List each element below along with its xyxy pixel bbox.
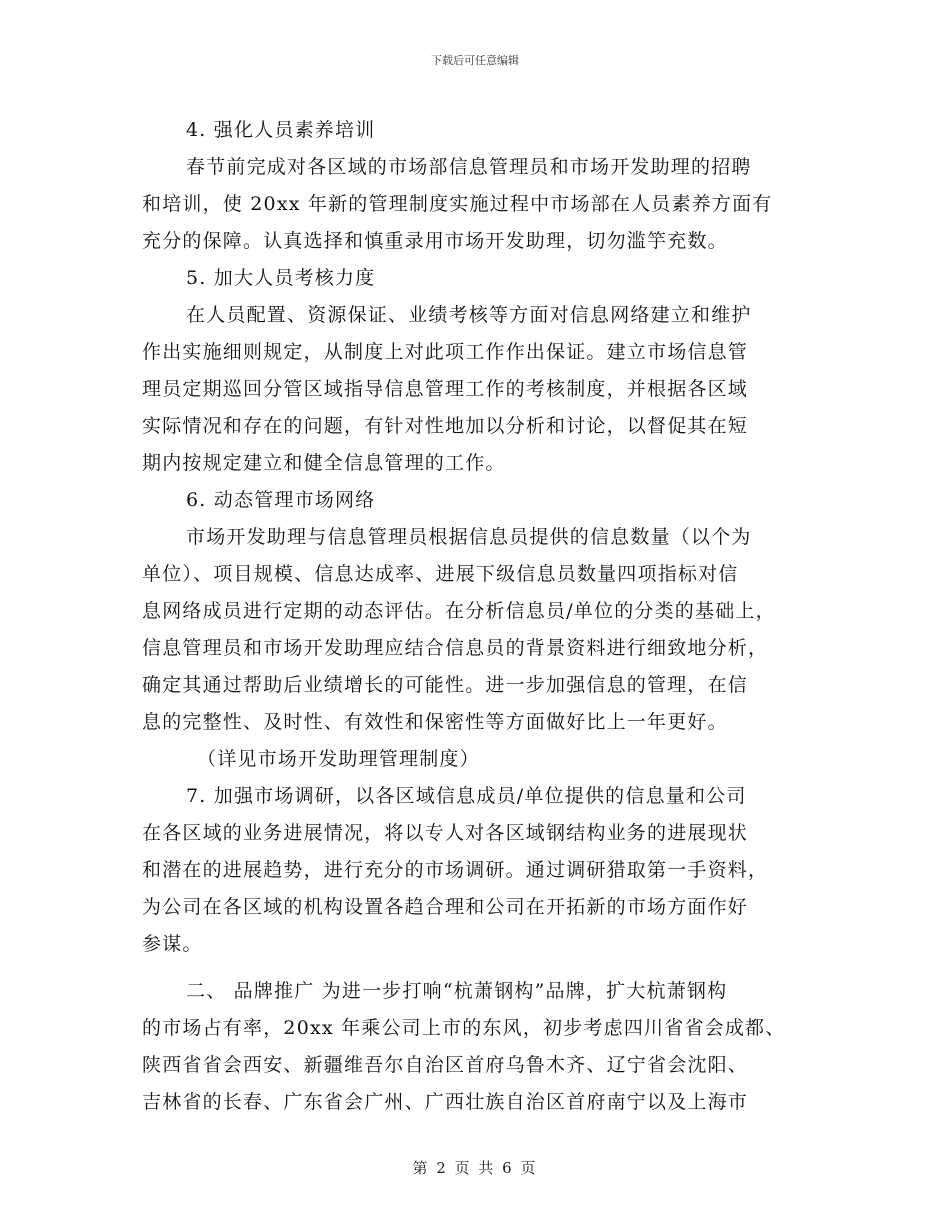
section-heading: 6. 动态管理市场网络 [186,489,376,511]
paragraph-line: 理员定期巡回分管区域指导信息管理工作的考核制度，并根据各区域 [142,378,749,400]
paragraph-line: 为公司在各区域的机构设置各趋合理和公司在开拓新的市场方面作好 [142,896,749,918]
paragraph-line: 确定其通过帮助后业绩增长的可能性。进一步加强信息的管理，在信 [142,674,749,696]
paragraph-line: 的市场占有率，20xx 年乘公司上市的东风，初步考虑四川省省会成都、 [142,1017,786,1039]
section-heading: 5. 加大人员考核力度 [186,267,376,289]
paragraph-line: 充分的保障。认真选择和慎重录用市场开发助理，切勿滥竽充数。 [142,230,728,252]
paragraph-line: 参谋。 [142,933,203,955]
paragraph-line: 息的完整性、及时性、有效性和保密性等方面做好比上一年更好。 [142,711,728,733]
paragraph-gap [142,963,822,973]
page-header-note: 下载后可任意编辑 [431,54,519,67]
paragraph-line: 息网络成员进行定期的动态评估。在分析信息员/单位的分类的基础上， [142,600,776,622]
paragraph-line: 信息管理员和市场开发助理应结合信息员的背景资料进行细致地分析， [142,637,769,659]
paragraph-line: 单位）、项目规模、信息达成率、进展下级信息员数量四项指标对信 [142,563,739,585]
document-body [142,112,822,1121]
paragraph-line: 在各区域的业务进展情况，将以专人对各区域钢结构业务的进展现状 [142,822,749,844]
paragraph-line: 期内按规定建立和健全信息管理的工作。 [142,452,506,474]
paragraph-line: 在人员配置、资源保证、业绩考核等方面对信息网络建立和维护 [186,304,752,326]
paragraph-line: 和培训，使 20xx 年新的管理制度实施过程中市场部在人员素养方面有 [142,193,773,215]
paragraph-line: 实际情况和存在的问题，有针对性地加以分析和讨论，以督促其在短 [142,415,749,437]
paragraph-line: 春节前完成对各区域的市场部信息管理员和市场开发助理的招聘 [186,156,752,178]
paragraph-line: 市场开发助理与信息管理员根据信息员提供的信息数量（以个为 [186,526,752,548]
section-heading: 4. 强化人员素养培训 [186,119,376,141]
paragraph-line: 吉林省的长春、广东省会广州、广西壮族自治区首府南宁以及上海市 [142,1091,749,1113]
reference-note: （详见市场开发助理管理制度） [197,748,480,770]
section-heading: 7. 加强市场调研，以各区域信息成员/单位提供的信息量和公司 [186,785,747,807]
section-heading: 二、 品牌推广 为进一步打响“杭萧钢构”品牌，扩大杭萧钢构 [186,980,728,1002]
page-number: 第 2 页 共 6 页 [412,1159,538,1177]
paragraph-line: 陕西省省会西安、新疆维吾尔自治区首府乌鲁木齐、辽宁省会沈阳、 [142,1054,749,1076]
paragraph-line: 和潜在的进展趋势，进行充分的市场调研。通过调研猎取第一手资料， [142,859,769,881]
paragraph-line: 作出实施细则规定，从制度上对此项工作作出保证。建立市场信息管 [142,341,749,363]
